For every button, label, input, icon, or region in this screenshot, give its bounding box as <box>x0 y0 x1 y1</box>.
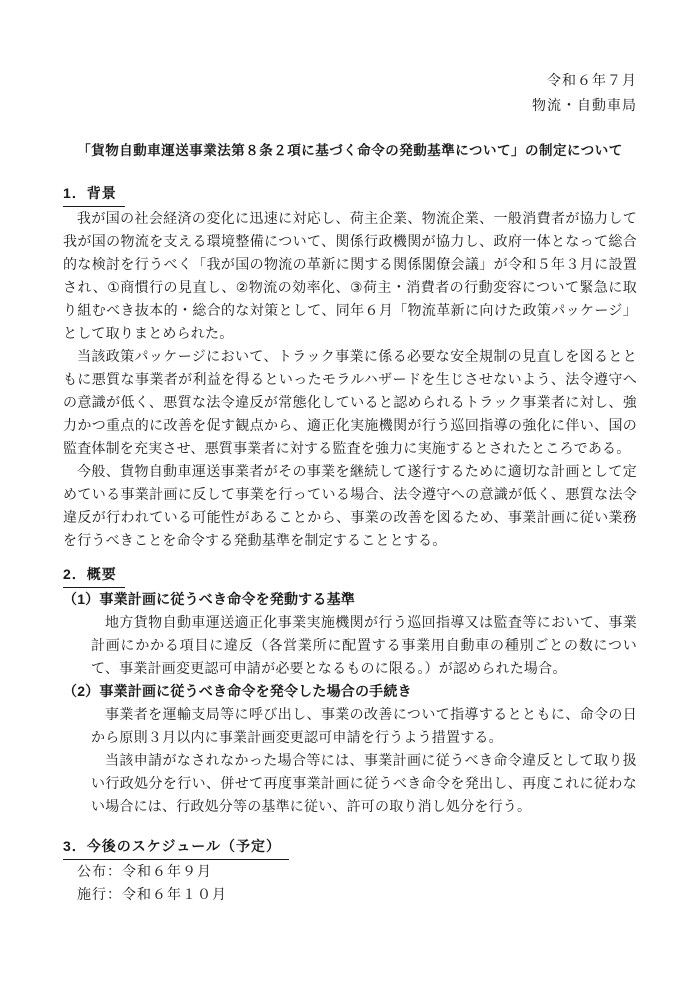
section-2-item-2-body-1: 事業者を運輸支局等に呼び出し、事業の改善について指導するとともに、命令の日から原則３月以内に事業計画変更認可申請を行うよう措置する。 <box>91 706 637 745</box>
section-2-heading <box>63 562 637 588</box>
section-1-heading <box>63 181 637 207</box>
section-1-paragraph-3: 今般、貨物自動車運送事業者がその事業を継続して遂行するために適切な計画として定めている事業計画に反して事業を行っている場合、法令遵守への意識が低く、悪質な法令違反が行われている可能性があることから、事業の改善を図るため、事業計画に従い業務を行うべきことを命令する発動基準を制定することとする。 <box>63 463 637 548</box>
section-2-item-2-body-2: 当該申請がなされなかった場合等には、事業計画に従うべき命令違反として取り扱い行政処分を行い、併せて再度事業計画に従うべき命令を発出し、再度これに従わない場合には、行政処分等の基準に従い、許可の取り消し処分を行う。 <box>91 752 637 814</box>
section-2-item-1-body: 地方貨物自動車運送適正化事業実施機関が行う巡回指導又は監査等において、事業計画にかかる項目に違反（各営業所に配置する事業用自動車の種別ごとの数について、事業計画変更認可申請が必要となるものに限る。）が認められた場合。 <box>91 614 637 676</box>
section-1-heading-text: 1．背景 <box>63 181 125 207</box>
document-header <box>63 68 637 118</box>
section-2-heading-text: 2．概要 <box>63 562 125 588</box>
section-1-paragraph-1: 我が国の社会経済の変化に迅速に対応し、荷主企業、物流企業、一般消費者が協力して我が国の物流を支える環境整備について、関係行政機関が協力し、政府一体となって総合的な検討を行うべく「我が国の物流の革新に関する関係閣僚会議」が令和５年３月に設置され、①商慣行の見直し、②物流の効率化、③荷主・消費者の行動変容について緊急に取り組むべき抜本的・総合的な対策として、同年６月「物流革新に向けた政策パッケージ」として取りまとめられた。 <box>63 210 637 341</box>
schedule-enforcement-line: 施行：令和６年１０月 <box>77 886 227 902</box>
section-2-item-2-title: （2）事業計画に従うべき命令を発令した場合の手続き <box>63 683 412 699</box>
header-date: 令和６年７月 <box>547 72 637 88</box>
section-3-heading <box>63 834 637 860</box>
section-1-paragraph-2: 当該政策パッケージにおいて、トラック事業に係る必要な安全規制の見直しを図るとともに悪質な事業者が利益を得るといったモラルハザードを生じさせないよう、法令遵守への意識が低く、悪質な法令違反が常態化していると認められるトラック事業者に対し、強力かつ重点的に改善を促す観点から、適正化実施機関が行う巡回指導の強化に伴い、国の監査体制を充実させ、悪質事業者に対する監査を強力に実施するとされたところである。 <box>63 348 637 456</box>
document-title: 「貨物自動車運送事業法第８条２項に基づく命令の発動基準について」の制定について <box>77 143 623 158</box>
schedule-publication-line: 公布：令和６年９月 <box>77 863 212 879</box>
section-2-item-1-title: （1）事業計画に従うべき命令を発動する基準 <box>63 591 355 607</box>
header-department: 物流・自動車局 <box>532 97 637 113</box>
section-3-heading-text: 3．今後のスケジュール（予定） <box>63 834 289 860</box>
